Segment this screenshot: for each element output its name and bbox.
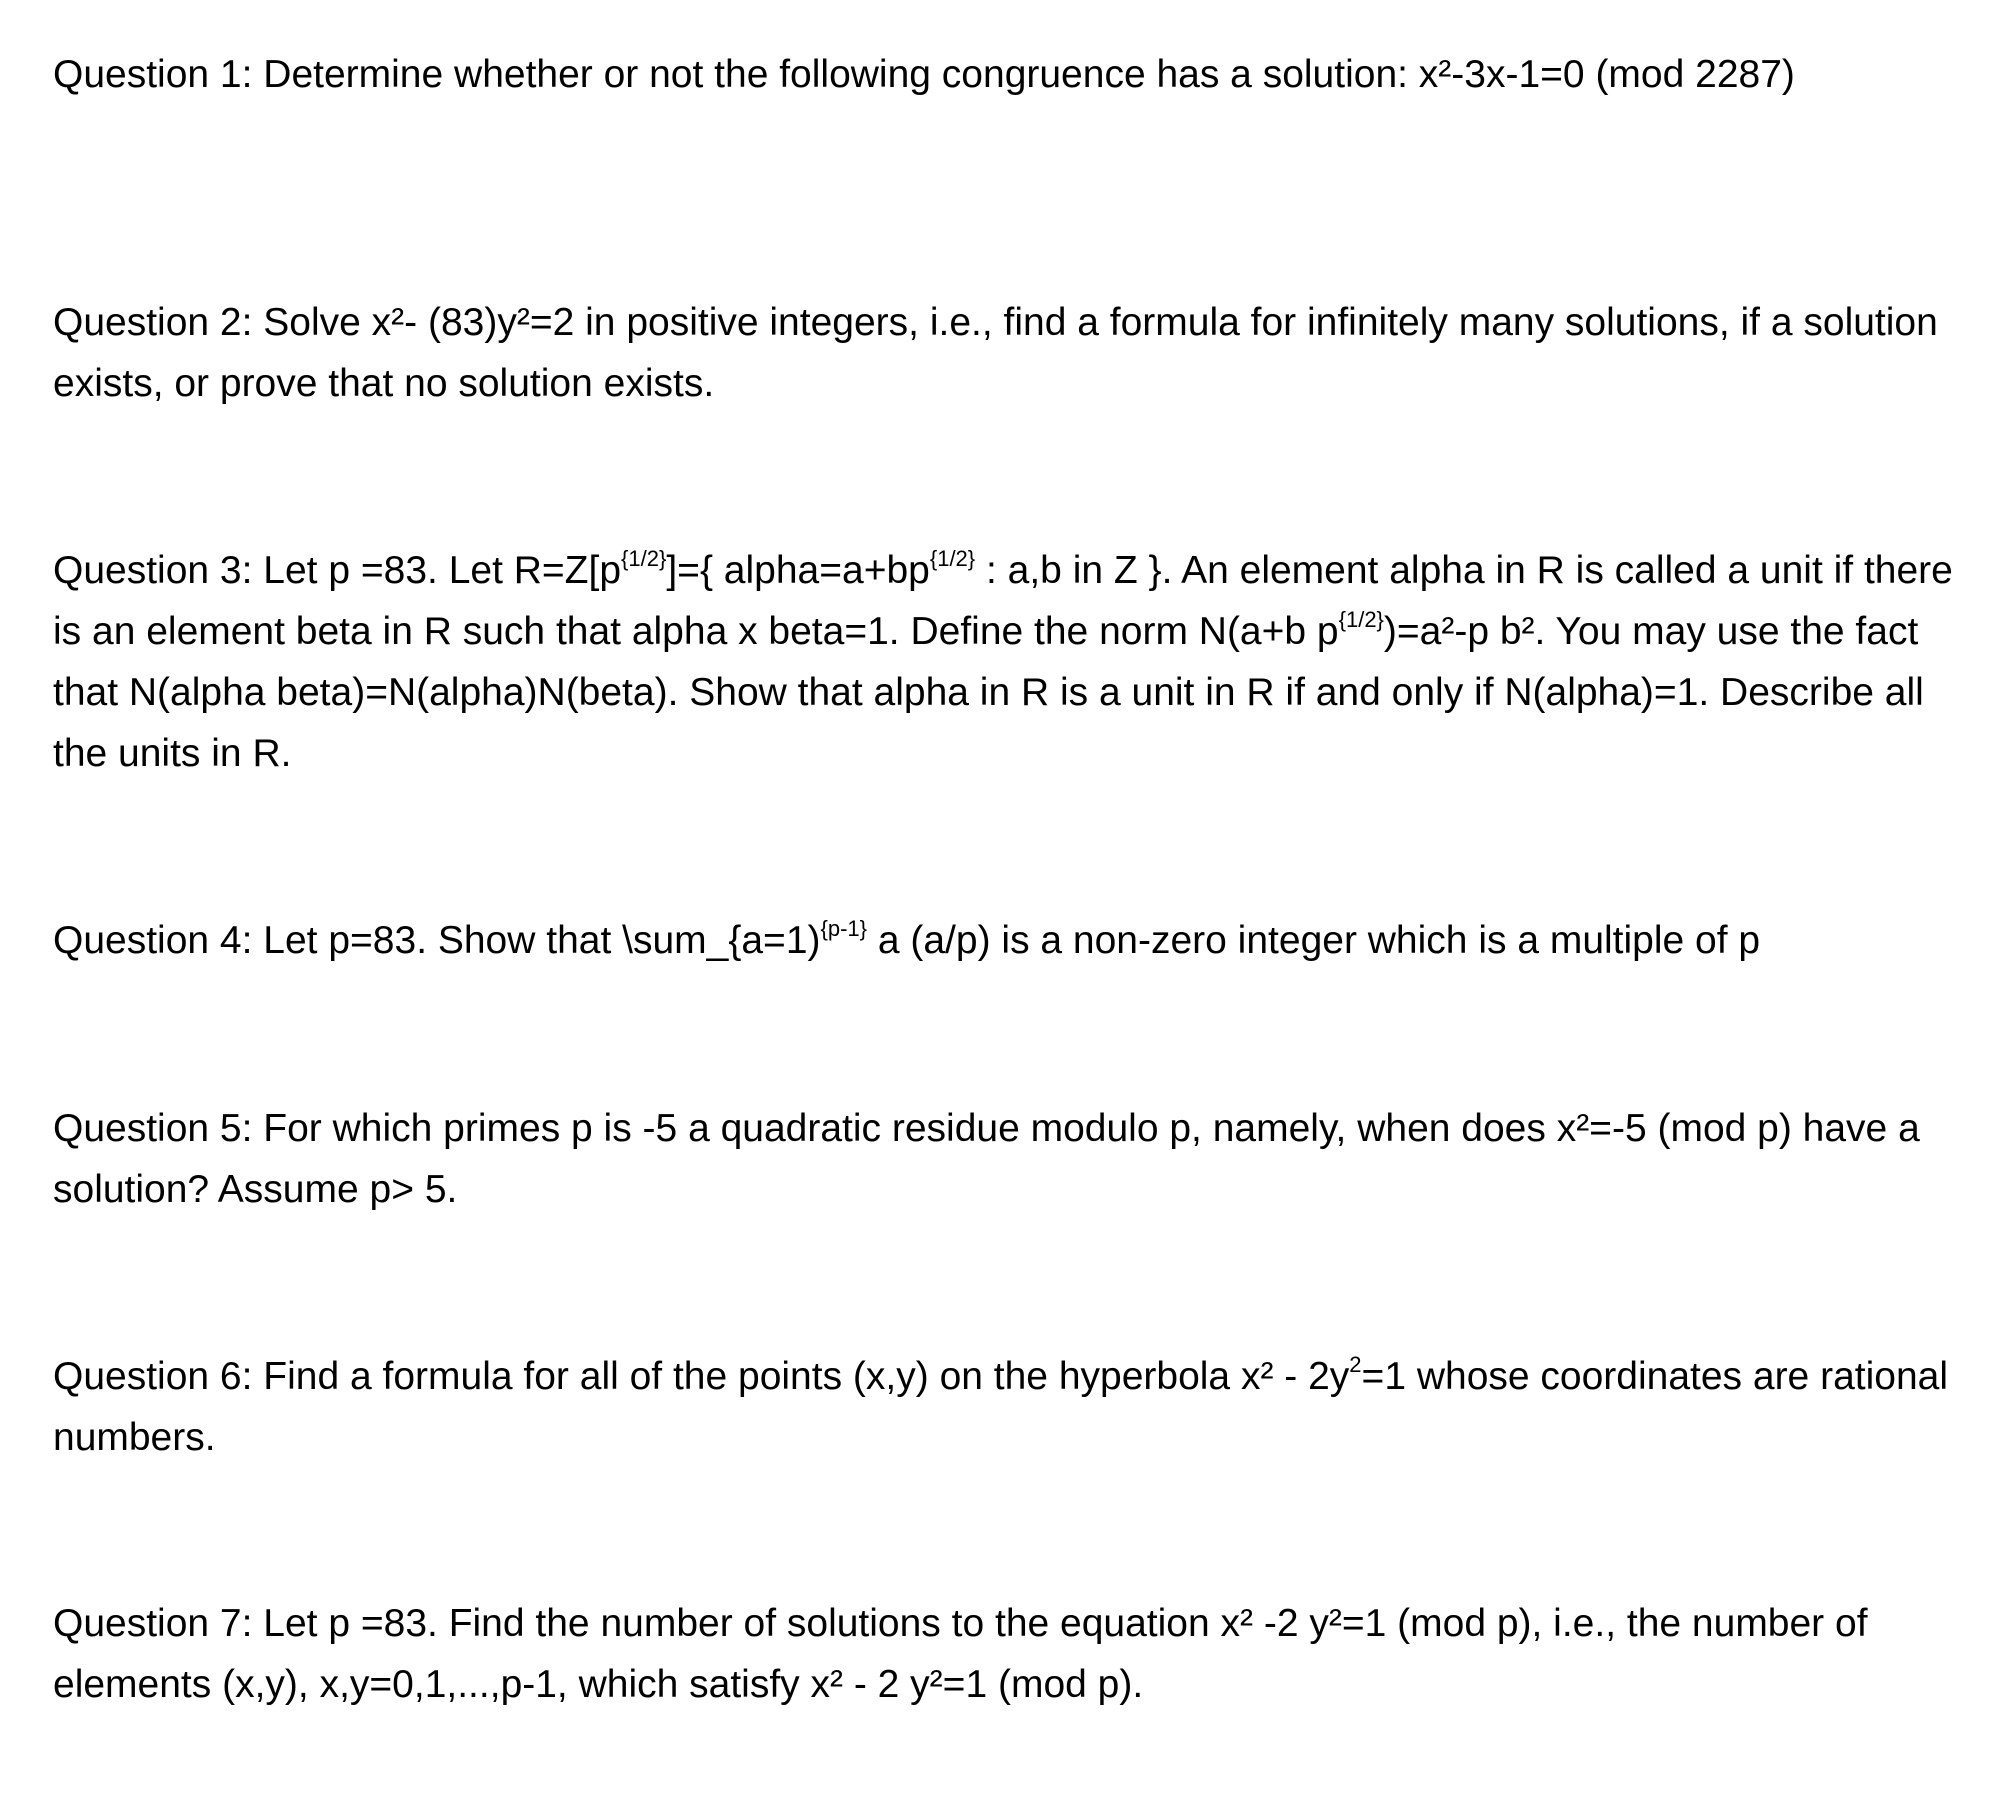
question-2-text: Question 2: Solve x²- (83)y²=2 in positive integers, i.e., find a formula for infinitely many solutions, if a solution exists, or prove that no solution exists.	[53, 301, 1938, 405]
question-5	[53, 1098, 1953, 1220]
question-3-text-part-4: )=a²-p b². You may use the fact that N(alpha beta)=N(alpha)N(beta). Show that alpha in R is a unit in R if and only if N(alpha)=1. Describe all the units in R.	[53, 610, 1924, 775]
question-4	[53, 910, 1953, 971]
question-6-text-part-2: =1 whose coordinates are rational numbers.	[53, 1355, 1948, 1459]
question-3-text-part-3: : a,b in Z }. An element alpha in R is called a unit if there is an element beta in R such that alpha x beta=1. Define the norm N(a+b p	[53, 549, 1953, 653]
question-3	[53, 540, 1953, 784]
question-6	[53, 1346, 1953, 1468]
question-7	[53, 1593, 1953, 1715]
question-1-text: Question 1: Determine whether or not the following congruence has a solution: x²-3x-1=0 (mod 2287)	[53, 53, 1795, 96]
question-3-text-part-2: ]={ alpha=a+bp	[666, 549, 930, 592]
question-5-text: Question 5: For which primes p is -5 a quadratic residue modulo p, namely, when does x²=-5 (mod p) have a solution? Assume p> 5.	[53, 1107, 1920, 1211]
question-1	[53, 44, 1953, 105]
question-6-text-part-1: Question 6: Find a formula for all of the points (x,y) on the hyperbola x² - 2y	[53, 1355, 1350, 1398]
question-6-superscript-1: 2	[1349, 1352, 1362, 1377]
question-4-text-part-2: a (a/p) is a non-zero integer which is a multiple of p	[867, 919, 1761, 962]
question-3-superscript-1: {1/2}	[621, 546, 667, 571]
question-3-superscript-3: {1/2}	[1338, 607, 1384, 632]
question-2	[53, 292, 1953, 414]
question-3-text-part-1: Question 3: Let p =83. Let R=Z[p	[53, 549, 622, 592]
question-4-text-part-1: Question 4: Let p=83. Show that \sum_{a=1)	[53, 919, 821, 962]
question-4-superscript-1: {p-1}	[820, 916, 868, 941]
question-3-superscript-2: {1/2}	[929, 546, 976, 571]
question-7-text: Question 7: Let p =83. Find the number of solutions to the equation x² -2 y²=1 (mod p), i.e., the number of elements (x,y), x,y=0,1,...,p-1, which satisfy x² - 2 y²=1 (mod p).	[53, 1602, 1868, 1706]
